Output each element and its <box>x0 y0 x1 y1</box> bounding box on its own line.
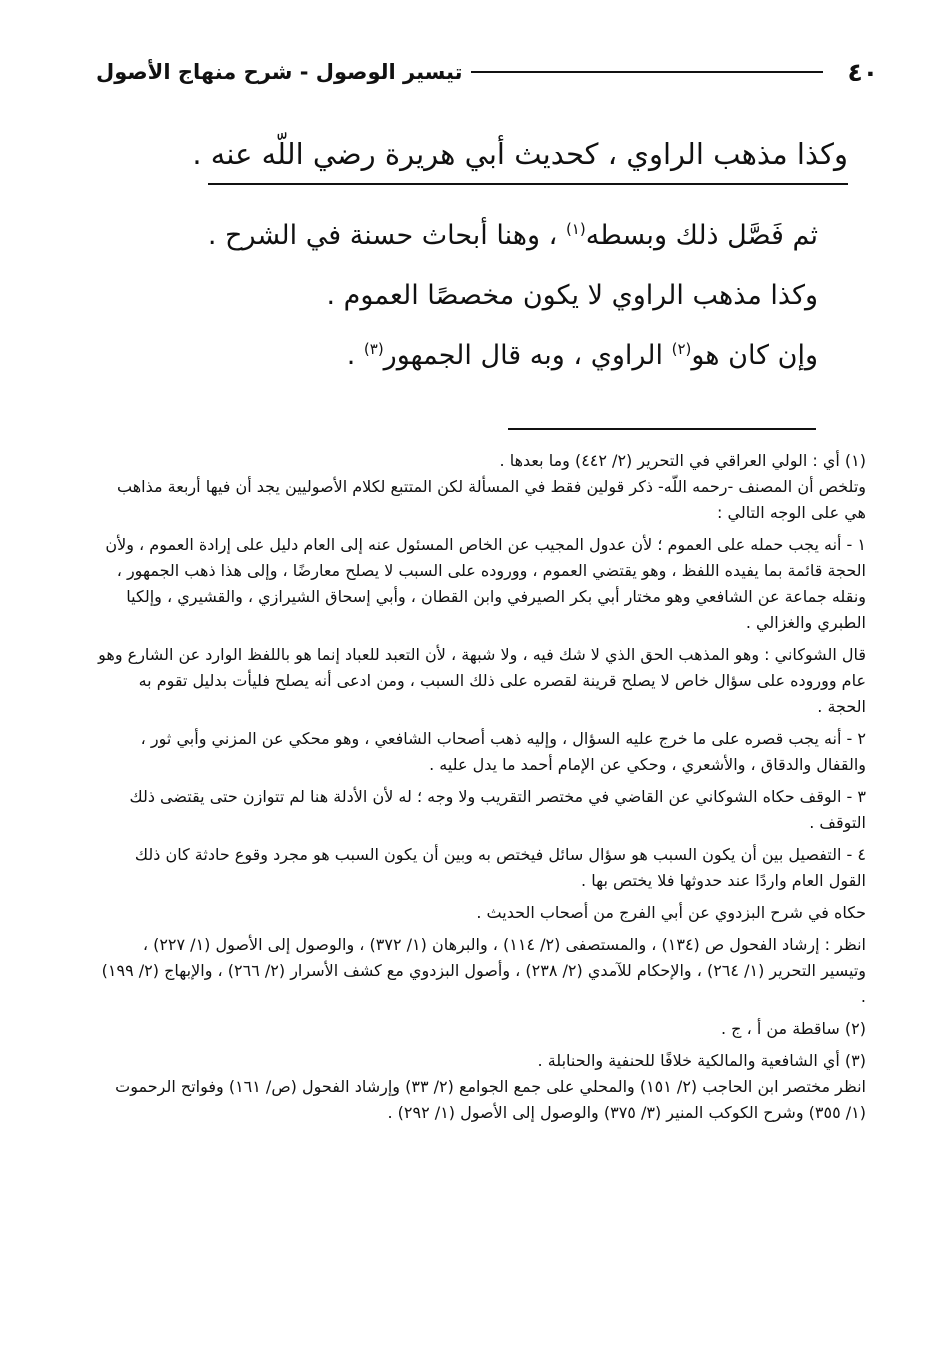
header-rule <box>471 71 824 73</box>
footnote-1-line: ٤ - التفصيل بين أن يكون السبب هو سؤال سائل فيختص به وبين أن يكون السبب هو مجرد وقوع حادثة كان ذلك القول العام واردًا عند حدوثها فلا يختص بها . <box>134 845 866 890</box>
footnote-1-line: ١ - أنه يجب حمله على العموم ؛ لأن عدول المجيب عن الخاص المسئول عنه إلى العام دليل على إرادة العموم ، ولأن الحجة قائمة بما يفيده اللفظ ، وهو يقتضي العموم ، ووروده على السبب لا يصلح معارضًا ، وإلى هذا ذهب الجمهور ، ونقله جماعة عن الشافعي وهو مختار أبي بكر الصيرفي وابن القطان ، وأبي إسحاق الشيرازي ، والقشيري ، وإلكيا الطبري والغزالي . <box>105 535 866 632</box>
matn-quote: وكذا مذهب الراوي ، كحديث أبي هريرة رضي اللّه عنه . <box>192 137 848 171</box>
footnote-1-line: (١) أي : الولي العراقي في التحرير (٢/ ٤٤٢) وما بعدها . <box>499 451 866 470</box>
commentary-body <box>98 206 818 386</box>
commentary-paragraph: وكذا مذهب الراوي لا يكون مخصصًا العموم . <box>326 280 818 311</box>
footnote-1-line: حكاه في شرح البزدوي عن أبي الفرج من أصحاب الحديث . <box>476 903 866 922</box>
quote-rule <box>208 183 848 185</box>
footnote-1-line: ٢ - أنه يجب قصره على ما خرج عليه السؤال ، وإليه ذهب أصحاب الشافعي ، وهو محكي عن المزني وأبي ثور ، والقفال والدقاق ، والأشعري ، وحكي عن الإمام أحمد ما يدل عليه . <box>140 729 866 774</box>
footnote-1-line: ٣ - الوقف حكاه الشوكاني عن القاضي في مختصر التقريب ولا وجه ؛ له لأن الأدلة هنا لم تتوازن حتى يقتضى ذلك التوقف . <box>129 787 866 832</box>
footnote-2: (٢) ساقطة من أ ، ج . <box>720 1019 866 1038</box>
running-title: تيسير الوصول - شرح منهاج الأصول <box>96 60 463 84</box>
footnote-ref-3: (٣) <box>363 340 384 358</box>
footnote-1-line: وتلخص أن المصنف -رحمه اللّه- ذكر قولين فقط في المسألة لكن المتتبع لكلام الأصوليين يجد أن فيها أربعة مذاهب هي على الوجه التالي : <box>117 477 866 522</box>
commentary-paragraph: ثم فَصَّل ذلك وبسطه$^{(١)}$ ، وهنا أبحاث حسنة في الشرح . <box>207 220 818 251</box>
footnote-separator <box>508 428 816 430</box>
footnote-ref-1: (١) <box>565 220 586 238</box>
footnote-1-line: قال الشوكاني : وهو المذهب الحق الذي لا شك فيه ، ولا شبهة ، لأن التعبد للعباد إنما هو باللفظ الوارد عن الشارع وهو عام ووروده على سؤال خاص لا يصلح قرينة لقصره على ذلك السبب ، ومن ادعى أنه يصلح فليأت بدليل تقوم به الحجة . <box>98 645 866 716</box>
footnote-ref-2: (٢) <box>671 340 692 358</box>
page-header <box>96 52 878 92</box>
footnote-3-line: (٣) أي الشافعية والمالكية خلافًا للحنفية والحنابلة . <box>537 1051 866 1070</box>
footnotes-section <box>98 448 866 1126</box>
page-number: ٤٠ <box>847 57 878 87</box>
footnote-3-line: انظر مختصر ابن الحاجب (٢/ ١٥١) والمحلي على جمع الجوامع (٢/ ٣٣) وإرشاد الفحول (ص/ ١٦١) وفواتح الرحموت (١/ ٣٥٥) وشرح الكوكب المنير (٣/ ٣٧٥) والوصول إلى الأصول (١/ ٢٩٢) . <box>115 1077 866 1122</box>
footnote-1-line: انظر : إرشاد الفحول ص (١٣٤) ، والمستصفى (٢/ ١١٤) ، والبرهان (١/ ٣٧٢) ، والوصول إلى الأصول (١/ ٢٢٧) ، وتيسير التحرير (١/ ٢٦٤) ، والإحكام للآمدي (٢/ ٢٣٨) ، وأصول البزدوي مع كشف الأسرار (٢/ ٢٦٦) ، والإبهاج (٢/ ١٩٩) . <box>101 935 866 1006</box>
commentary-paragraph: وإن كان هو$^{(٢)}$ الراوي ، وبه قال الجمهور$^{(٣)}$ . <box>346 340 818 371</box>
